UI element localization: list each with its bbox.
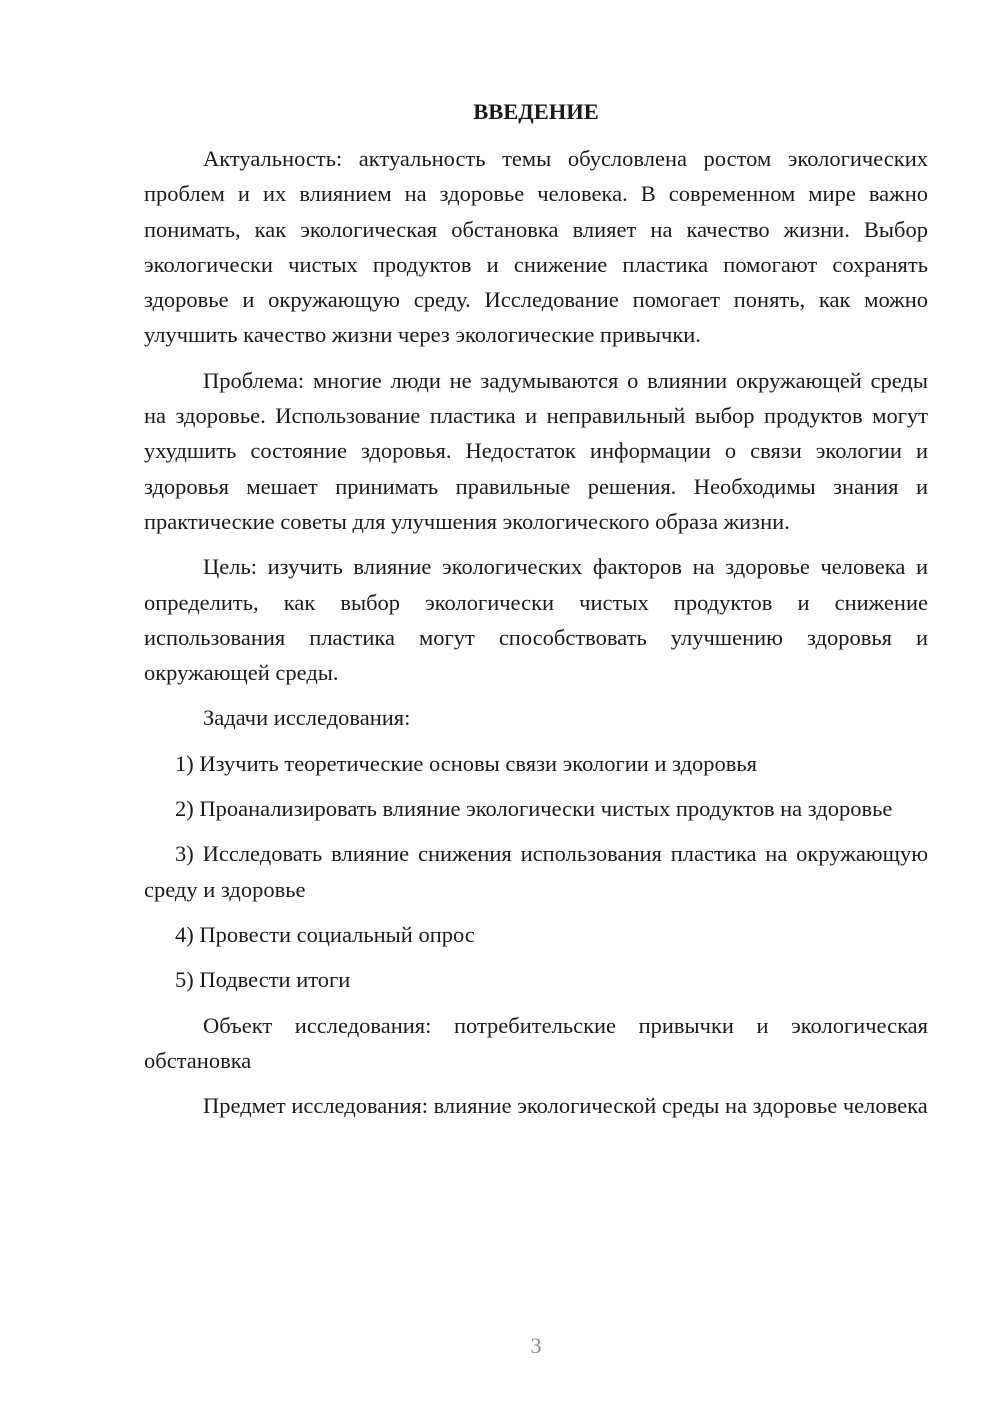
task-item-3: 3) Исследовать влияние снижения использования пластика на окружающую среду и здоровье [144,841,928,902]
task-item-2: 2) Проанализировать влияние экологически чистых продуктов на здоровье [175,796,893,822]
goal-paragraph: Цель: изучить влияние экологических факторов на здоровье человека и определить, как выбор экологически чистых продуктов и снижение использования пластика могут способствовать улучшению здоровья и окружающей среды. [144,554,928,686]
problem-paragraph: Проблема: многие люди не задумываются о влиянии окружающей среды на здоровье. Использование пластика и неправильный выбор продуктов могут ухудшить состояние здоровья. Недостаток информации о связи экологии и здоровья мешает принимать правильные решения. Необходимы знания и практические советы для улучшения экологического образа жизни. [144,367,928,534]
task-item-4: 4) Провести социальный опрос [175,921,475,947]
relevance-paragraph: Актуальность: актуальность темы обусловлена ростом экологических проблем и их влиянием на здоровье человека. В современном мире важно понимать, как экологическая обстановка влияет на качество жизни. Выбор экологически чистых продуктов и снижение пластика помогают сохранять здоровье и окружающую среду. Исследование помогает понять, как можно улучшить качество жизни через экологические привычки. [144,146,928,348]
tasks-heading: Задачи исследования: [203,705,411,731]
task-item-5: 5) Подвести итоги [175,967,351,993]
object-paragraph: Объект исследования: потребительские привычки и экологическая обстановка [144,1012,928,1073]
document-page [144,94,928,1133]
page-title: ВВЕДЕНИЕ [473,99,599,124]
page-number: 3 [530,1333,542,1358]
subject-paragraph: Предмет исследования: влияние экологической среды на здоровье человека [203,1093,928,1119]
task-item-1: 1) Изучить теоретические основы связи экологии и здоровья [175,750,758,776]
